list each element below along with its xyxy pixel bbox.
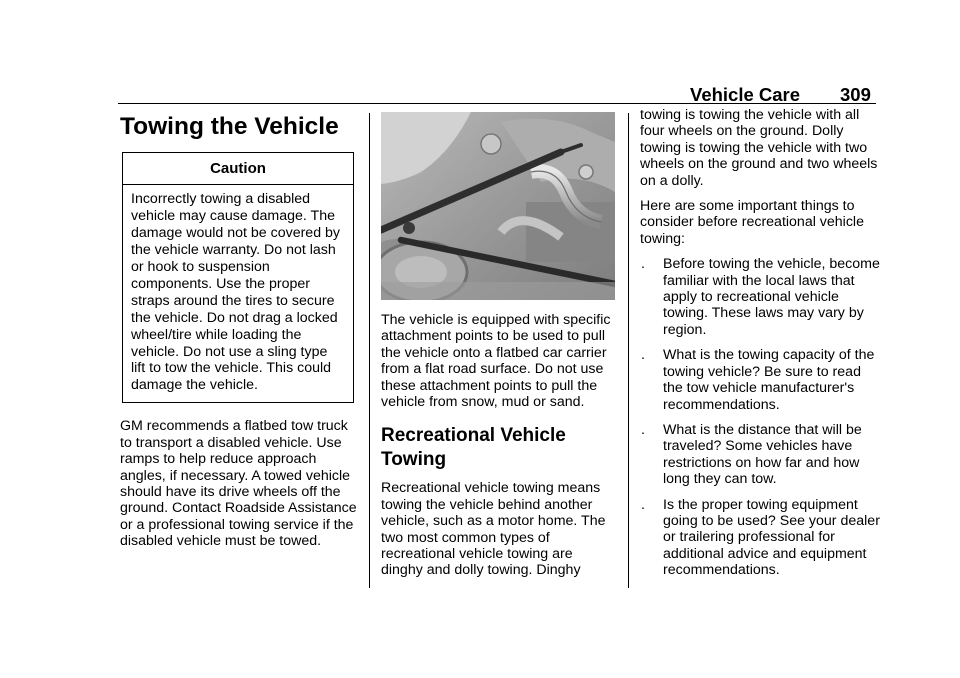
section-heading: Recreational Vehicle Towing: [381, 425, 566, 470]
bullet-marker: .: [641, 421, 645, 438]
considerations-intro: Here are some important things to consider before recreational vehicle towing:: [640, 198, 864, 247]
towing-paragraph: GM recommends a flatbed tow truck to transport a disabled vehicle. Use ramps to help reduce approach angles, if necessary. A towed vehicle should have its drive wheels off the ground. Contact Roadside Assistance or a professional towing service if the disabled vehicle must be towed.: [120, 418, 357, 550]
bullet-marker: .: [641, 347, 645, 364]
bullet-marker: .: [641, 496, 645, 513]
caution-heading: Caution: [123, 153, 353, 185]
dinghy-dolly-paragraph: towing is towing the vehicle with all four wheels on the ground. Dolly towing is towing the vehicle with two wheels on the ground and two wheels on a dolly.: [640, 107, 878, 189]
rv-towing-paragraph: Recreational vehicle towing means towing the vehicle behind another vehicle, such as a motor home. The two most common types of recreational vehicle towing are dinghy and dolly towing. Dinghy: [381, 480, 606, 579]
list-item: [640, 347, 880, 413]
header-section-title: Vehicle Care: [690, 84, 801, 105]
column-middle: [381, 112, 617, 579]
list-item: [640, 497, 880, 579]
page-title: Towing the Vehicle: [120, 113, 339, 140]
column-right: [640, 107, 880, 588]
list-item-text: Before towing the vehicle, become familiar with the local laws that apply to recreational vehicle towing. These laws may vary by region.: [663, 256, 880, 338]
tow-attachment-photo: [381, 112, 615, 300]
list-item-text: What is the distance that will be traveled? Some vehicles have restrictions on how far and how long they can tow.: [663, 421, 862, 488]
page-number: 309: [840, 84, 871, 105]
attachment-points-paragraph: The vehicle is equipped with specific attachment points to be used to pull the vehicle onto a flatbed car carrier from a flat road surface. Do not use these attachment points to pull the vehicle from snow, mud or sand.: [381, 312, 611, 411]
caution-text: Incorrectly towing a disabled vehicle may cause damage. The damage would not be covered by the vehicle warranty. Do not lash or hook to suspension components. Use the proper straps around the tires to secure the vehicle. Do not drag a locked wheel/tire while loading the vehicle. Do not use a sling type lift to tow the vehicle. This could damage the vehicle.: [131, 191, 341, 394]
list-item: [640, 256, 880, 338]
column-divider: [369, 113, 370, 588]
column-left: [120, 108, 360, 550]
list-item-text: Is the proper towing equipment going to be used? See your dealer or trailering professional for additional advice and equipment recommendations.: [663, 496, 880, 579]
bullet-marker: .: [641, 256, 645, 273]
header-rule: [118, 103, 876, 104]
list-item: [640, 422, 880, 488]
list-item-text: What is the towing capacity of the towing vehicle? Be sure to read the tow vehicle manufacturer's recommendations.: [663, 347, 875, 413]
caution-box: [122, 152, 354, 403]
column-divider: [628, 113, 629, 588]
considerations-list: [640, 256, 880, 578]
